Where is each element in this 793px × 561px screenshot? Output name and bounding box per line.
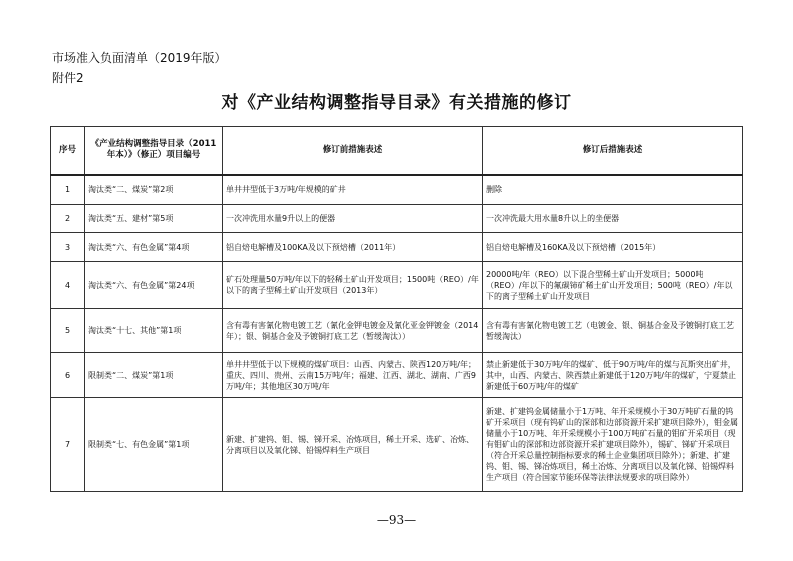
header-title: 市场准入负面清单（2019年版） bbox=[52, 51, 227, 65]
row-number: 4 bbox=[51, 262, 85, 309]
column-header-no: 序号 bbox=[51, 127, 85, 175]
row-number: 1 bbox=[51, 175, 85, 205]
row-number: 7 bbox=[51, 398, 85, 492]
row-after-text: 铝自焙电解槽及160KA及以下预焙槽（2015年） bbox=[483, 233, 743, 262]
document-title: 对《产业结构调整指导目录》有关措施的修订 bbox=[221, 93, 572, 113]
table-row bbox=[51, 309, 743, 353]
row-after-text: 一次冲洗最大用水量8升以上的坐便器 bbox=[483, 205, 743, 233]
row-item-number: 淘汰类“五、建材”第5项 bbox=[85, 205, 223, 233]
table-row bbox=[51, 175, 743, 205]
row-before-text: 新建、扩建钨、钼、锡、锑开采、冶炼项目，稀土开采、选矿、冶炼、分离项目以及氧化锑、铅锡焊料生产项目 bbox=[223, 398, 483, 492]
row-after-text: 禁止新建低于30万吨/年的煤矿、低于90万吨/年的煤与瓦斯突出矿井，其中，山西、内蒙古、陕西禁止新建低于120万吨/年的煤矿，宁夏禁止新建低于60万吨/年的煤矿 bbox=[483, 353, 743, 398]
column-header-before: 修订前措施表述 bbox=[223, 127, 483, 175]
row-before-text: 一次冲洗用水量9升以上的便器 bbox=[223, 205, 483, 233]
row-number: 6 bbox=[51, 353, 85, 398]
row-before-text: 铝自焙电解槽及100KA及以下预焙槽（2011年） bbox=[223, 233, 483, 262]
row-item-number: 淘汰类“十七、其他”第1项 bbox=[85, 309, 223, 353]
table-row bbox=[51, 398, 743, 492]
table-row bbox=[51, 262, 743, 309]
row-after-text: 删除 bbox=[483, 175, 743, 205]
row-number: 2 bbox=[51, 205, 85, 233]
column-header-after: 修订后措施表述 bbox=[483, 127, 743, 175]
page-number: —93— bbox=[376, 513, 417, 527]
row-item-number: 限制类“二、煤炭”第1项 bbox=[85, 353, 223, 398]
row-before-text: 单井井型低于以下规模的煤矿项目：山西、内蒙古、陕西120万吨/年；重庆、四川、贵州、云南15万吨/年；福建、江西、湖北、湖南、广西9万吨/年；其他地区30万吨/年 bbox=[223, 353, 483, 398]
revision-table bbox=[50, 126, 743, 492]
row-after-text: 20000吨/年（REO）以下混合型稀土矿山开发项目；5000吨（REO）/年以下的氟碳铈矿稀土矿山开发项目；500吨（REO）/年以下的离子型稀土矿山开发项目 bbox=[483, 262, 743, 309]
row-before-text: 含有毒有害氰化物电镀工艺（氰化金钾电镀金及氰化亚金钾镀金（2014年）；银、铜基合金及予镀铜打底工艺（暂缓淘汰）） bbox=[223, 309, 483, 353]
row-item-number: 限制类“七、有色金属”第1项 bbox=[85, 398, 223, 492]
row-number: 5 bbox=[51, 309, 85, 353]
row-before-text: 矿石处理量50万吨/年以下的轻稀土矿山开发项目；1500吨（REO）/年以下的离子型稀土矿山开发项目（2013年） bbox=[223, 262, 483, 309]
row-item-number: 淘汰类“六、有色金属”第4项 bbox=[85, 233, 223, 262]
table-row bbox=[51, 205, 743, 233]
row-number: 3 bbox=[51, 233, 85, 262]
row-after-text: 新建、扩建钨金属储量小于1万吨、年开采规模小于30万吨矿石量的钨矿开采项目（现有钨矿山的深部和边部资源开采扩建项目除外），钼金属储量小于10万吨、年开采规模小于100万吨矿石量的钼矿开采项目（现有钼矿山的深部和边部资源开采扩建项目除外），锡矿、锑矿开采项目（符合开采总量控制指标要求的稀土企业集团项目除外）；新建、扩建钨、钼、锡、锑冶炼项目，稀土冶炼、分离项目以及氧化锑、铅锡焊料生产项目（符合国家节能环保等法律法规要求的项目除外） bbox=[483, 398, 743, 492]
row-item-number: 淘汰类“二、煤炭”第2项 bbox=[85, 175, 223, 205]
table-row bbox=[51, 353, 743, 398]
table-header-row bbox=[51, 127, 743, 175]
attachment-label: 附件2 bbox=[52, 71, 84, 85]
row-before-text: 单井井型低于3万吨/年规模的矿井 bbox=[223, 175, 483, 205]
table-row bbox=[51, 233, 743, 262]
row-item-number: 淘汰类“六、有色金属”第24项 bbox=[85, 262, 223, 309]
column-header-item-number: 《产业结构调整指导目录（2011年本）》（修正）项目编号 bbox=[85, 127, 223, 175]
row-after-text: 含有毒有害氰化物电镀工艺（电镀金、银、铜基合金及予镀铜打底工艺暂缓淘汰） bbox=[483, 309, 743, 353]
